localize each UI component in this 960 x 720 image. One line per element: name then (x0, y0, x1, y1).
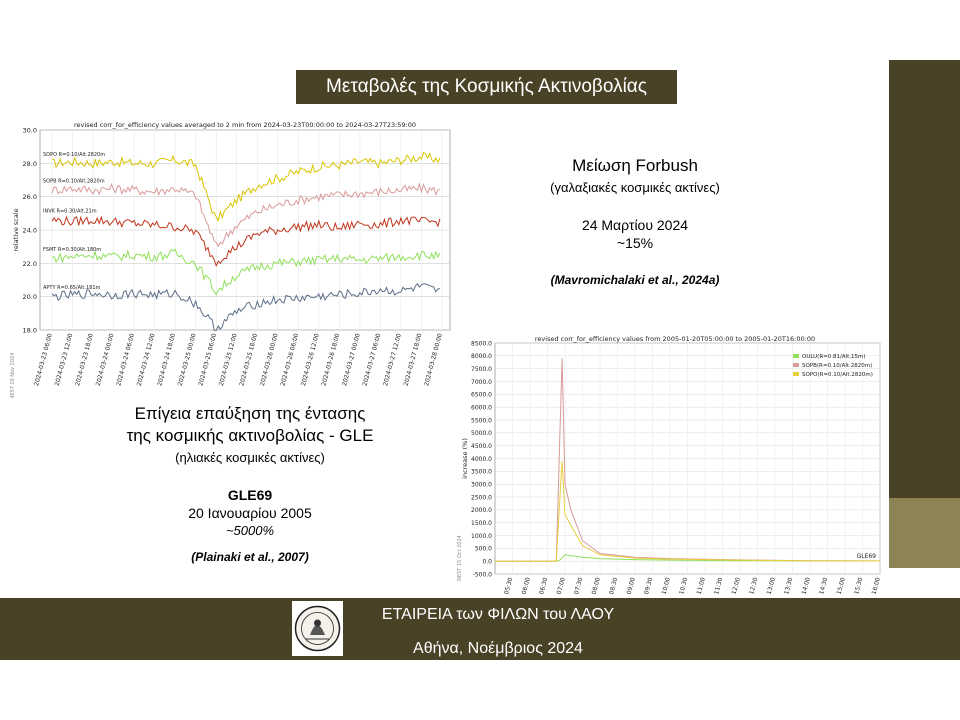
chart2-ytick-label: 3500.0 (471, 468, 492, 476)
chart1-ylabel: relative scale (12, 208, 20, 252)
forbush-text-block (490, 156, 780, 287)
forbush-date: 24 Μαρτίου 2024 (581, 217, 689, 233)
gle-reference: (Plainaki et al., 2007) (191, 550, 309, 564)
chart2-xtick-label: 13:00 (765, 576, 777, 596)
chart2-ytick-label: 6000.0 (471, 404, 492, 412)
chart1-ytick-label: 28.0 (22, 159, 37, 168)
chart2-xtick-label: 09:00 (625, 576, 637, 596)
chart1-xtick-label: 2024-03-25 00:00 (176, 332, 198, 387)
gle-heading-line1: Επίγεια επαύξηση της έντασης (134, 404, 366, 423)
gle-chart (455, 333, 888, 598)
chart2-legend-label: SOPO(R=0.10/Alt.2820m) (802, 372, 873, 378)
chart2-xtick-label: 10:30 (678, 576, 690, 596)
chart2-legend-label: OULU(R=0.81/Alt.15m) (802, 354, 866, 360)
chart2-legend-label: SOPB(R=0.10/Alt.2820m) (802, 363, 873, 369)
chart1-ytick-label: 20.0 (22, 293, 37, 302)
chart2-ytick-label: 1000.0 (471, 532, 492, 540)
chart2-xtick-label: 05:30 (503, 576, 515, 596)
chart1-xtick-label: 2024-03-24 00:00 (94, 332, 116, 387)
forbush-reference: (Mavromichalaki et al., 2024a) (550, 273, 720, 287)
chart1-xtick-label: 2024-03-23 12:00 (53, 332, 75, 387)
chart2-xtick-label: 11:00 (695, 576, 707, 596)
chart1-xtick-label: 2024-03-27 06:00 (361, 332, 383, 387)
chart2-ytick-label: 1500.0 (471, 519, 492, 527)
chart2-ytick-label: 7000.0 (471, 378, 492, 386)
chart1-series-label: INVK R=0.30/Alt.21m (43, 208, 97, 215)
slide-title-text: Μεταβολές της Κοσμικής Ακτινοβολίας (326, 76, 647, 97)
seal-icon (292, 601, 343, 656)
forbush-chart-svg (8, 118, 460, 398)
chart1-xtick-label: 2024-03-25 18:00 (238, 332, 260, 387)
chart2-ytick-label: 4500.0 (471, 442, 492, 450)
chart2-xtick-label: 12:30 (748, 576, 760, 596)
chart2-xtick-label: 12:00 (730, 576, 742, 596)
chart1-ytick-label: 30.0 (22, 126, 37, 135)
chart1-series-label: SOPO R=0.10/Alt.2820m (43, 151, 106, 158)
slide-title (296, 70, 677, 104)
chart1-xtick-label: 2024-03-23 06:00 (33, 332, 54, 387)
chart2-ytick-label: -500.0 (472, 571, 492, 579)
side-bar-light (889, 498, 960, 568)
chart1-xtick-label: 2024-03-27 00:00 (341, 332, 362, 387)
gle-chart-svg (455, 333, 888, 598)
chart1-xtick-label: 2024-03-26 18:00 (320, 332, 342, 387)
chart2-annotation: GLE69 (856, 553, 876, 561)
chart2-xtick-label: 14:00 (800, 576, 812, 596)
chart1-xtick-label: 2024-03-28 00:00 (423, 332, 444, 387)
chart1-xtick-label: 2024-03-26 00:00 (258, 332, 280, 387)
chart2-xtick-label: 15:00 (835, 576, 847, 596)
chart1-xtick-label: 2024-03-25 12:00 (217, 332, 239, 387)
chart2-ytick-label: 500.0 (474, 545, 492, 553)
chart2-legend-swatch (793, 363, 799, 367)
chart1-xtick-label: 2024-03-24 06:00 (115, 332, 137, 387)
chart1-ytick-label: 22.0 (22, 259, 37, 268)
chart2-ytick-label: 2000.0 (471, 507, 492, 515)
chart2-xtick-label: 08:30 (608, 576, 620, 596)
forbush-heading: Μείωση Forbush (572, 156, 698, 175)
chart2-watermark: NEST 15 Oct 2024 (457, 535, 463, 581)
chart2-ytick-label: 7500.0 (471, 365, 492, 373)
chart2-xtick-label: 10:00 (660, 576, 672, 596)
chart2-ytick-label: 8500.0 (471, 340, 492, 348)
forbush-subheading: (γαλαξιακές κοσμικές ακτίνες) (550, 180, 720, 195)
chart1-xtick-label: 2024-03-24 12:00 (135, 332, 157, 387)
chart1-series-label: FSMT R=0.30/Alt.180m (43, 246, 102, 253)
chart2-xtick-label: 11:30 (713, 576, 725, 596)
society-seal-logo (292, 601, 343, 656)
chart2-title: revised corr_for_efficiency values from 2005-01-20T05:00:00 to 2005-01-20T16:00:00 (534, 335, 816, 343)
chart2-xtick-label: 16:00 (870, 576, 882, 596)
chart1-ytick-label: 24.0 (22, 226, 37, 235)
chart2-xtick-label: 09:30 (643, 576, 655, 596)
chart1-title: revised corr_for_efficiency values averaged to 2 min from 2024-03-23T00:00:00 to 2024-03-27T23:59:00 (73, 121, 417, 129)
chart1-watermark: NEST 10 Nov 2024 (10, 352, 16, 398)
gle-heading-line2: της κοσμικής ακτινοβολίας - GLE (126, 426, 374, 445)
footer-org: ΕΤΑΙΡΕΙΑ των ΦΙΛΩΝ του ΛΑΟΥ (381, 606, 615, 623)
chart1-xtick-label: 2024-03-25 06:00 (197, 332, 219, 387)
chart1-xtick-label: 2024-03-26 12:00 (300, 332, 321, 387)
chart2-ytick-label: 6500.0 (471, 391, 492, 399)
chart2-xtick-label: 15:30 (853, 576, 865, 596)
chart2-ytick-label: 8000.0 (471, 353, 492, 361)
gle-event: GLE69 (227, 487, 273, 503)
chart2-ytick-label: 3000.0 (471, 481, 492, 489)
gle-magnitude: ~5000% (225, 523, 275, 538)
chart2-ylabel: increase (%) (461, 438, 469, 479)
chart2-xtick-label: 14:30 (818, 576, 830, 596)
chart2-ytick-label: 0.0 (482, 558, 492, 566)
chart1-xtick-label: 2024-03-26 06:00 (279, 332, 301, 387)
chart2-legend-swatch (793, 354, 799, 358)
chart1-series-label: SOPB R=0.10/Alt.2820m (43, 178, 105, 185)
chart1-ytick-label: 26.0 (22, 193, 37, 202)
chart2-xtick-label: 08:00 (590, 576, 602, 596)
chart2-xtick-label: 07:30 (573, 576, 585, 596)
chart1-series-label: APTY R=0.65/Alt.181m (43, 285, 101, 292)
side-bar-dark (889, 60, 960, 498)
chart2-xtick-label: 07:00 (555, 576, 567, 596)
gle-subheading: (ηλιακές κοσμικές ακτίνες) (175, 450, 325, 465)
chart1-xtick-label: 2024-03-23 18:00 (74, 332, 95, 387)
chart2-ytick-label: 2500.0 (471, 494, 492, 502)
chart1-ytick-label: 18.0 (22, 326, 37, 335)
chart2-ytick-label: 5500.0 (471, 417, 492, 425)
chart1-xtick-label: 2024-03-27 18:00 (402, 332, 424, 387)
chart2-ytick-label: 4000.0 (471, 455, 492, 463)
chart2-xtick-label: 13:30 (783, 576, 795, 596)
gle-text-block (95, 404, 405, 564)
footer-place-date: Αθήνα, Νοέμβριος 2024 (413, 640, 583, 657)
chart1-xtick-label: 2024-03-27 12:00 (382, 332, 403, 387)
chart2-legend-swatch (793, 372, 799, 376)
chart2-xtick-label: 06:30 (538, 576, 550, 596)
chart2-ytick-label: 5000.0 (471, 430, 492, 438)
chart2-xtick-label: 06:00 (520, 576, 532, 596)
forbush-magnitude: ~15% (616, 235, 654, 251)
forbush-chart (8, 118, 460, 398)
chart1-xtick-label: 2024-03-24 18:00 (156, 332, 178, 387)
gle-date: 20 Ιανουαρίου 2005 (188, 505, 312, 521)
